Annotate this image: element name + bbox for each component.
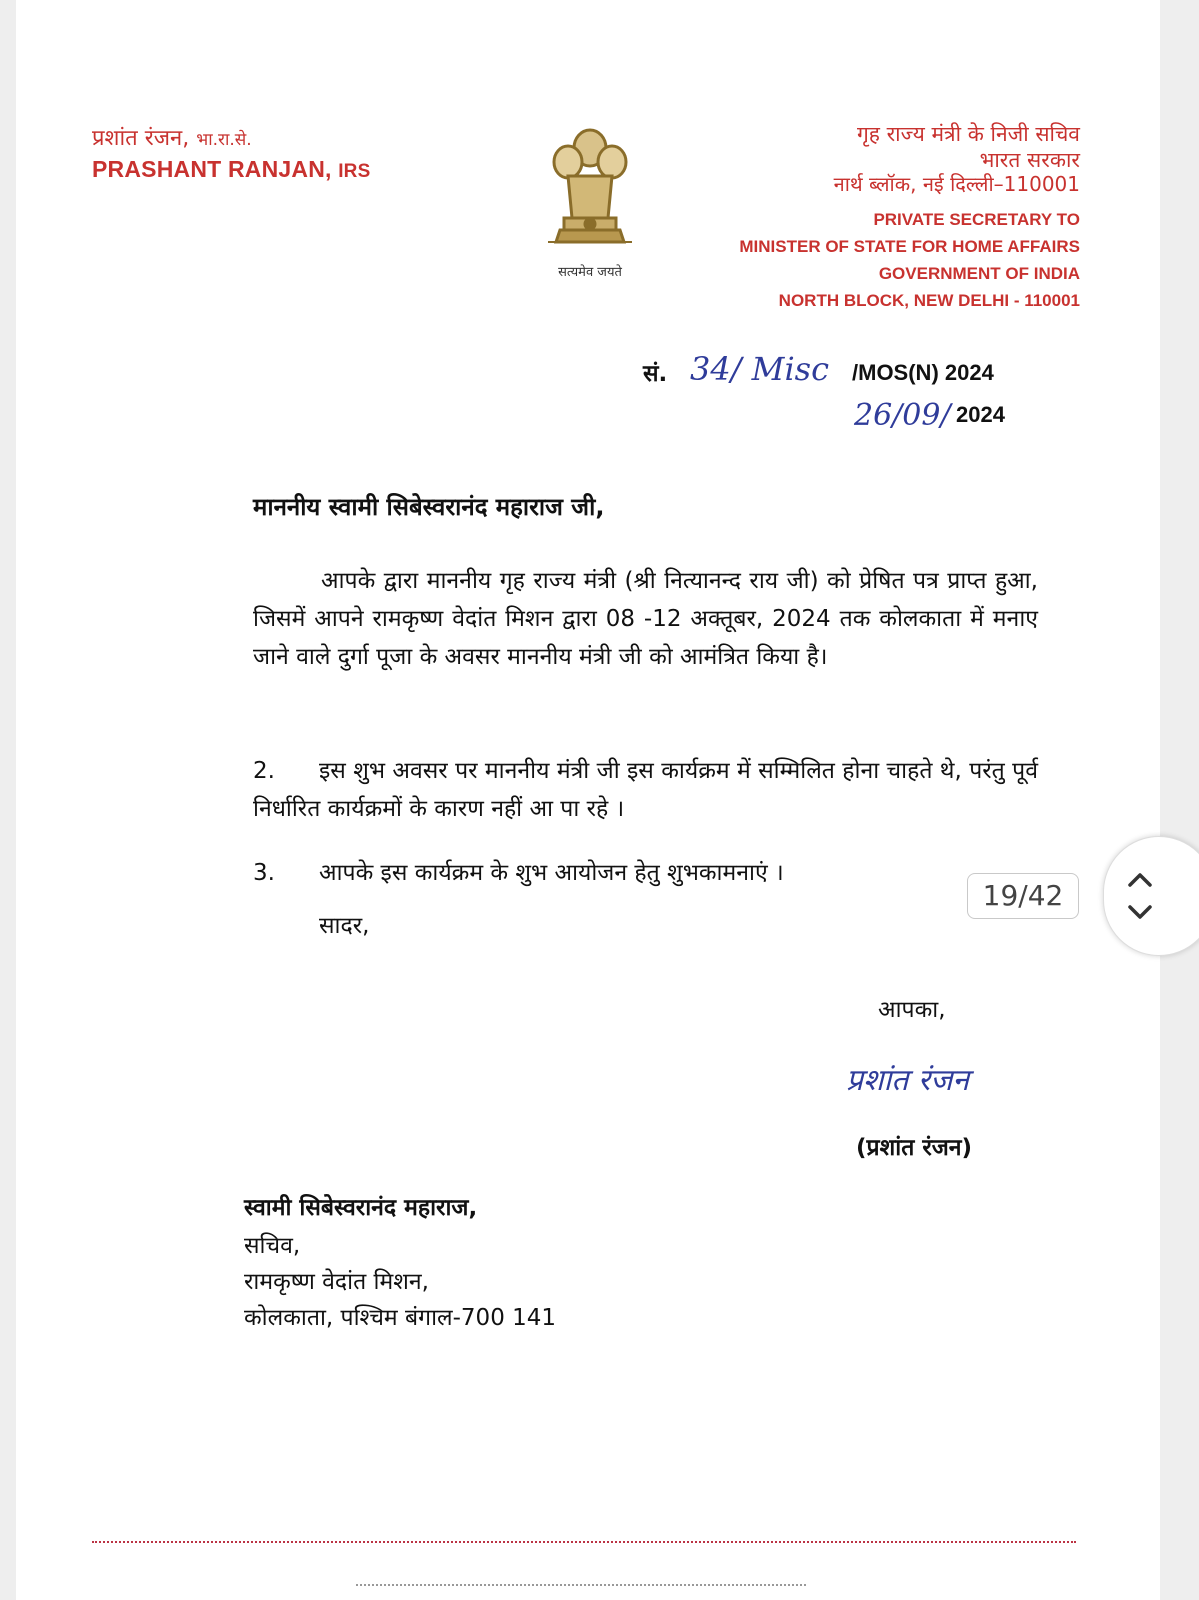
yours: आपका, — [878, 997, 946, 1023]
chevron-up-icon[interactable] — [1126, 867, 1154, 891]
government-english: GOVERNMENT OF INDIA — [878, 264, 1080, 283]
paragraph-2-text: इस शुभ अवसर पर माननीय मंत्री जी इस कार्यक्रम में सम्मिलित होना चाहते थे, परंतु पूर्व निर्धारित कार्यक्रमों के कारण नहीं आ पा रहे । — [253, 758, 1038, 822]
sender-name-hindi-text: प्रशांत रंजन, — [92, 126, 190, 151]
salutation: माननीय स्वामी सिबेस्वरानंद महाराज जी, — [253, 493, 605, 521]
sender-service-hindi: भा.रा.से. — [196, 130, 252, 150]
designation-english: PRIVATE SECRETARY TO — [873, 210, 1080, 229]
footer-divider — [92, 1541, 1076, 1543]
page-counter: 19/42 — [967, 873, 1079, 919]
address-hindi: नार्थ ब्लॉक, नई दिल्ली–110001 — [833, 172, 1080, 196]
recipient-address: कोलकाता, पश्चिम बंगाल-700 141 — [244, 1305, 557, 1331]
paragraph-3-number: 3. — [253, 860, 275, 886]
paragraph-3-text: आपके इस कार्यक्रम के शुभ आयोजन हेतु शुभकामनाएं । — [319, 860, 784, 886]
document-page — [16, 0, 1160, 1600]
sender-name-english — [92, 156, 370, 183]
ministry-english: MINISTER OF STATE FOR HOME AFFAIRS — [739, 237, 1080, 256]
footer-text-cut — [356, 1584, 806, 1586]
sender-name-hindi — [92, 122, 252, 152]
signatory-name: (प्रशांत रंजन) — [856, 1135, 973, 1161]
recipient-designation: सचिव, — [244, 1233, 301, 1259]
paragraph-2 — [253, 752, 1038, 828]
paragraph-1: आपके द्वारा माननीय गृह राज्य मंत्री (श्री नित्यानन्द राय जी) को प्रेषित पत्र प्राप्त हुआ, जिसमें आपने रामकृष्ण वेदांत मिशन द्वारा 08 -12 अक्तूबर, 2024 तक कोलकाता में मनाए जाने वाले दुर्गा पूजा के अवसर माननीय मंत्री जी को आमंत्रित किया है। — [253, 568, 1038, 670]
address-english: NORTH BLOCK, NEW DELHI - 110001 — [778, 291, 1080, 310]
sender-name-english-text: PRASHANT RANJAN, — [92, 156, 332, 182]
paragraph-2-number: 2. — [253, 758, 275, 784]
government-hindi: भारत सरकार — [979, 148, 1080, 172]
date-year: 2024 — [956, 402, 1005, 427]
paragraph-3 — [253, 854, 1038, 892]
designation-hindi: गृह राज्य मंत्री के निजी सचिव — [856, 122, 1080, 146]
recipient-name: स्वामी सिबेस्वरानंद महाराज, — [244, 1195, 478, 1221]
page-navigation — [1103, 836, 1199, 956]
sender-service-english: IRS — [338, 161, 371, 182]
reference-suffix: /MOS(N) 2024 — [852, 360, 994, 385]
reference-prefix: सं. — [643, 361, 668, 387]
emblem-motto: सत्यमेव जयते — [558, 265, 622, 280]
closing: सादर, — [319, 913, 370, 939]
viewer-right-margin — [1160, 0, 1199, 1600]
chevron-down-icon[interactable] — [1126, 901, 1154, 925]
date-handwritten: 26/09/ — [854, 398, 951, 433]
signature-handwritten: प्रशांत रंजन — [846, 1063, 970, 1098]
recipient-organization: रामकृष्ण वेदांत मिशन, — [244, 1269, 429, 1295]
reference-number-handwritten: 34/ Misc — [690, 350, 830, 388]
